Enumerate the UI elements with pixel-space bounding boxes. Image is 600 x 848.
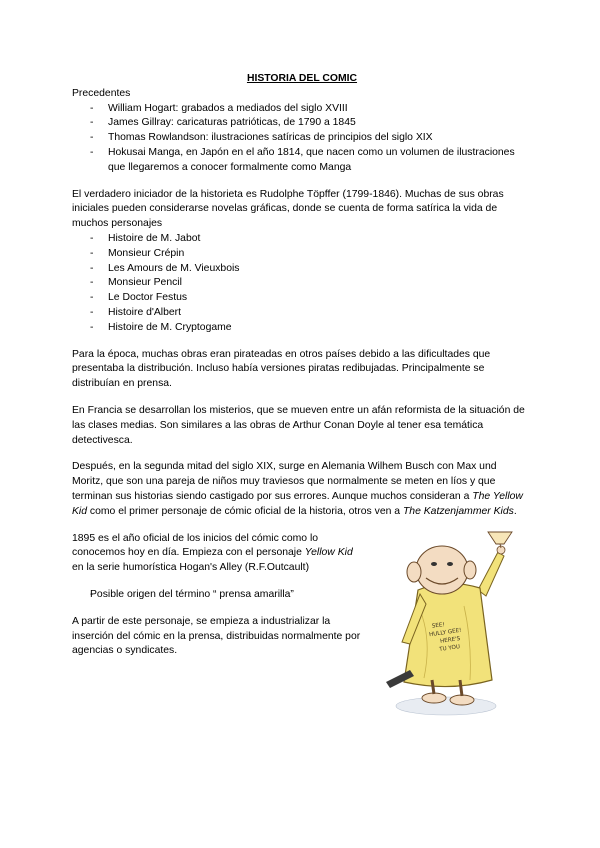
shirt-text-line: TU YOU bbox=[438, 643, 461, 653]
topffer-paragraph: El verdadero iniciador de la historieta es Rudolphe Töpffer (1799-1846). Muchas de sus obras iniciales pueden considerarse novelas gráficas, donde se cuenta de forma satírica la vida de muchos personajes bbox=[72, 188, 504, 230]
yk-text-1: 1895 es el año oficial de los inicios del cómic como lo conocemos hoy en día. Empieza con el personaje bbox=[72, 532, 319, 559]
origen-list bbox=[72, 588, 362, 603]
pirateo-paragraph: Para la época, muchas obras eran pirateadas en otros países debido a las dificultades que presentaba la distribución. Incluso había versiones piratas redibujadas. Principalmente se distribuían en prensa. bbox=[72, 348, 491, 390]
list-item: - Monsieur Crépin bbox=[72, 247, 528, 262]
list-item: - William Hogart: grabados a mediados del siglo XVIII bbox=[72, 102, 528, 117]
list-item: - Le Doctor Festus bbox=[72, 291, 528, 306]
despues-paragraph bbox=[72, 460, 528, 519]
precedentes-heading: Precedentes bbox=[72, 87, 131, 99]
despues-italic-2: The Katzenjammer Kids bbox=[402, 505, 514, 517]
document-page bbox=[72, 72, 528, 659]
list-item: - Posible origen del término “ prensa amarilla” bbox=[72, 588, 362, 603]
yellow-kid-section bbox=[72, 532, 528, 660]
list-item: - James Gillray: caricaturas patrióticas, de 1790 a 1845 bbox=[72, 116, 528, 131]
despues-italic-1: The Yellow Kid bbox=[72, 490, 523, 517]
yk-italic: Yellow Kid bbox=[304, 547, 353, 559]
list-item: - Les Amours de M. Vieuxbois bbox=[72, 262, 528, 277]
precedentes-list bbox=[72, 102, 528, 176]
document-title: HISTORIA DEL COMIC bbox=[246, 73, 358, 84]
francia-paragraph: En Francia se desarrollan los misterios, que se mueven entre un afán reformista de la situación de las clases medias. Son similares a las obras de Arthur Conan Doyle al tener esa temática detectivesca. bbox=[72, 404, 525, 446]
shirt-text-line: SEE! bbox=[431, 621, 446, 630]
list-item: - Hokusai Manga, en Japón en el año 1814, que nacen como un volumen de ilustraciones que llegaremos a conocer formalmente como Manga bbox=[72, 146, 528, 176]
despues-text-3: . bbox=[513, 505, 517, 517]
despues-text-2: como el primer personaje de cómic oficial de la historia, otros ven a bbox=[87, 505, 403, 517]
list-item: - Histoire de M. Jabot bbox=[72, 232, 528, 247]
shirt-text-line: HULLY GEE! bbox=[428, 627, 462, 638]
despues-text-1: Después, en la segunda mitad del siglo XIX, surge en Alemania Wilhem Busch con Max und Moritz, que son una pareja de niños muy traviesos que normalmente se meten en líos y que terminan sus historias siendo castigado por sus errores. Aunque muchos consideran a bbox=[72, 461, 497, 502]
list-item: - Histoire de M. Cryptogame bbox=[72, 321, 528, 336]
shirt-text-line: HERE'S bbox=[439, 635, 461, 645]
obras-list bbox=[72, 232, 528, 336]
yk-text-2: en la serie humorística Hogan's Alley (R.F.Outcault) bbox=[72, 562, 310, 574]
list-item: - Thomas Rowlandson: ilustraciones satíricas de principios del siglo XIX bbox=[72, 131, 528, 146]
yellow-kid-paragraph bbox=[72, 532, 362, 576]
yellow-kid-illustration bbox=[380, 530, 518, 718]
industrializar-paragraph: A partir de este personaje, se empieza a industrializar la inserción del cómic en la prensa, distribuidas normalmente por agencias o syndicates. bbox=[72, 615, 361, 657]
list-item: - Histoire d'Albert bbox=[72, 306, 528, 321]
list-item: - Monsieur Pencil bbox=[72, 276, 528, 291]
